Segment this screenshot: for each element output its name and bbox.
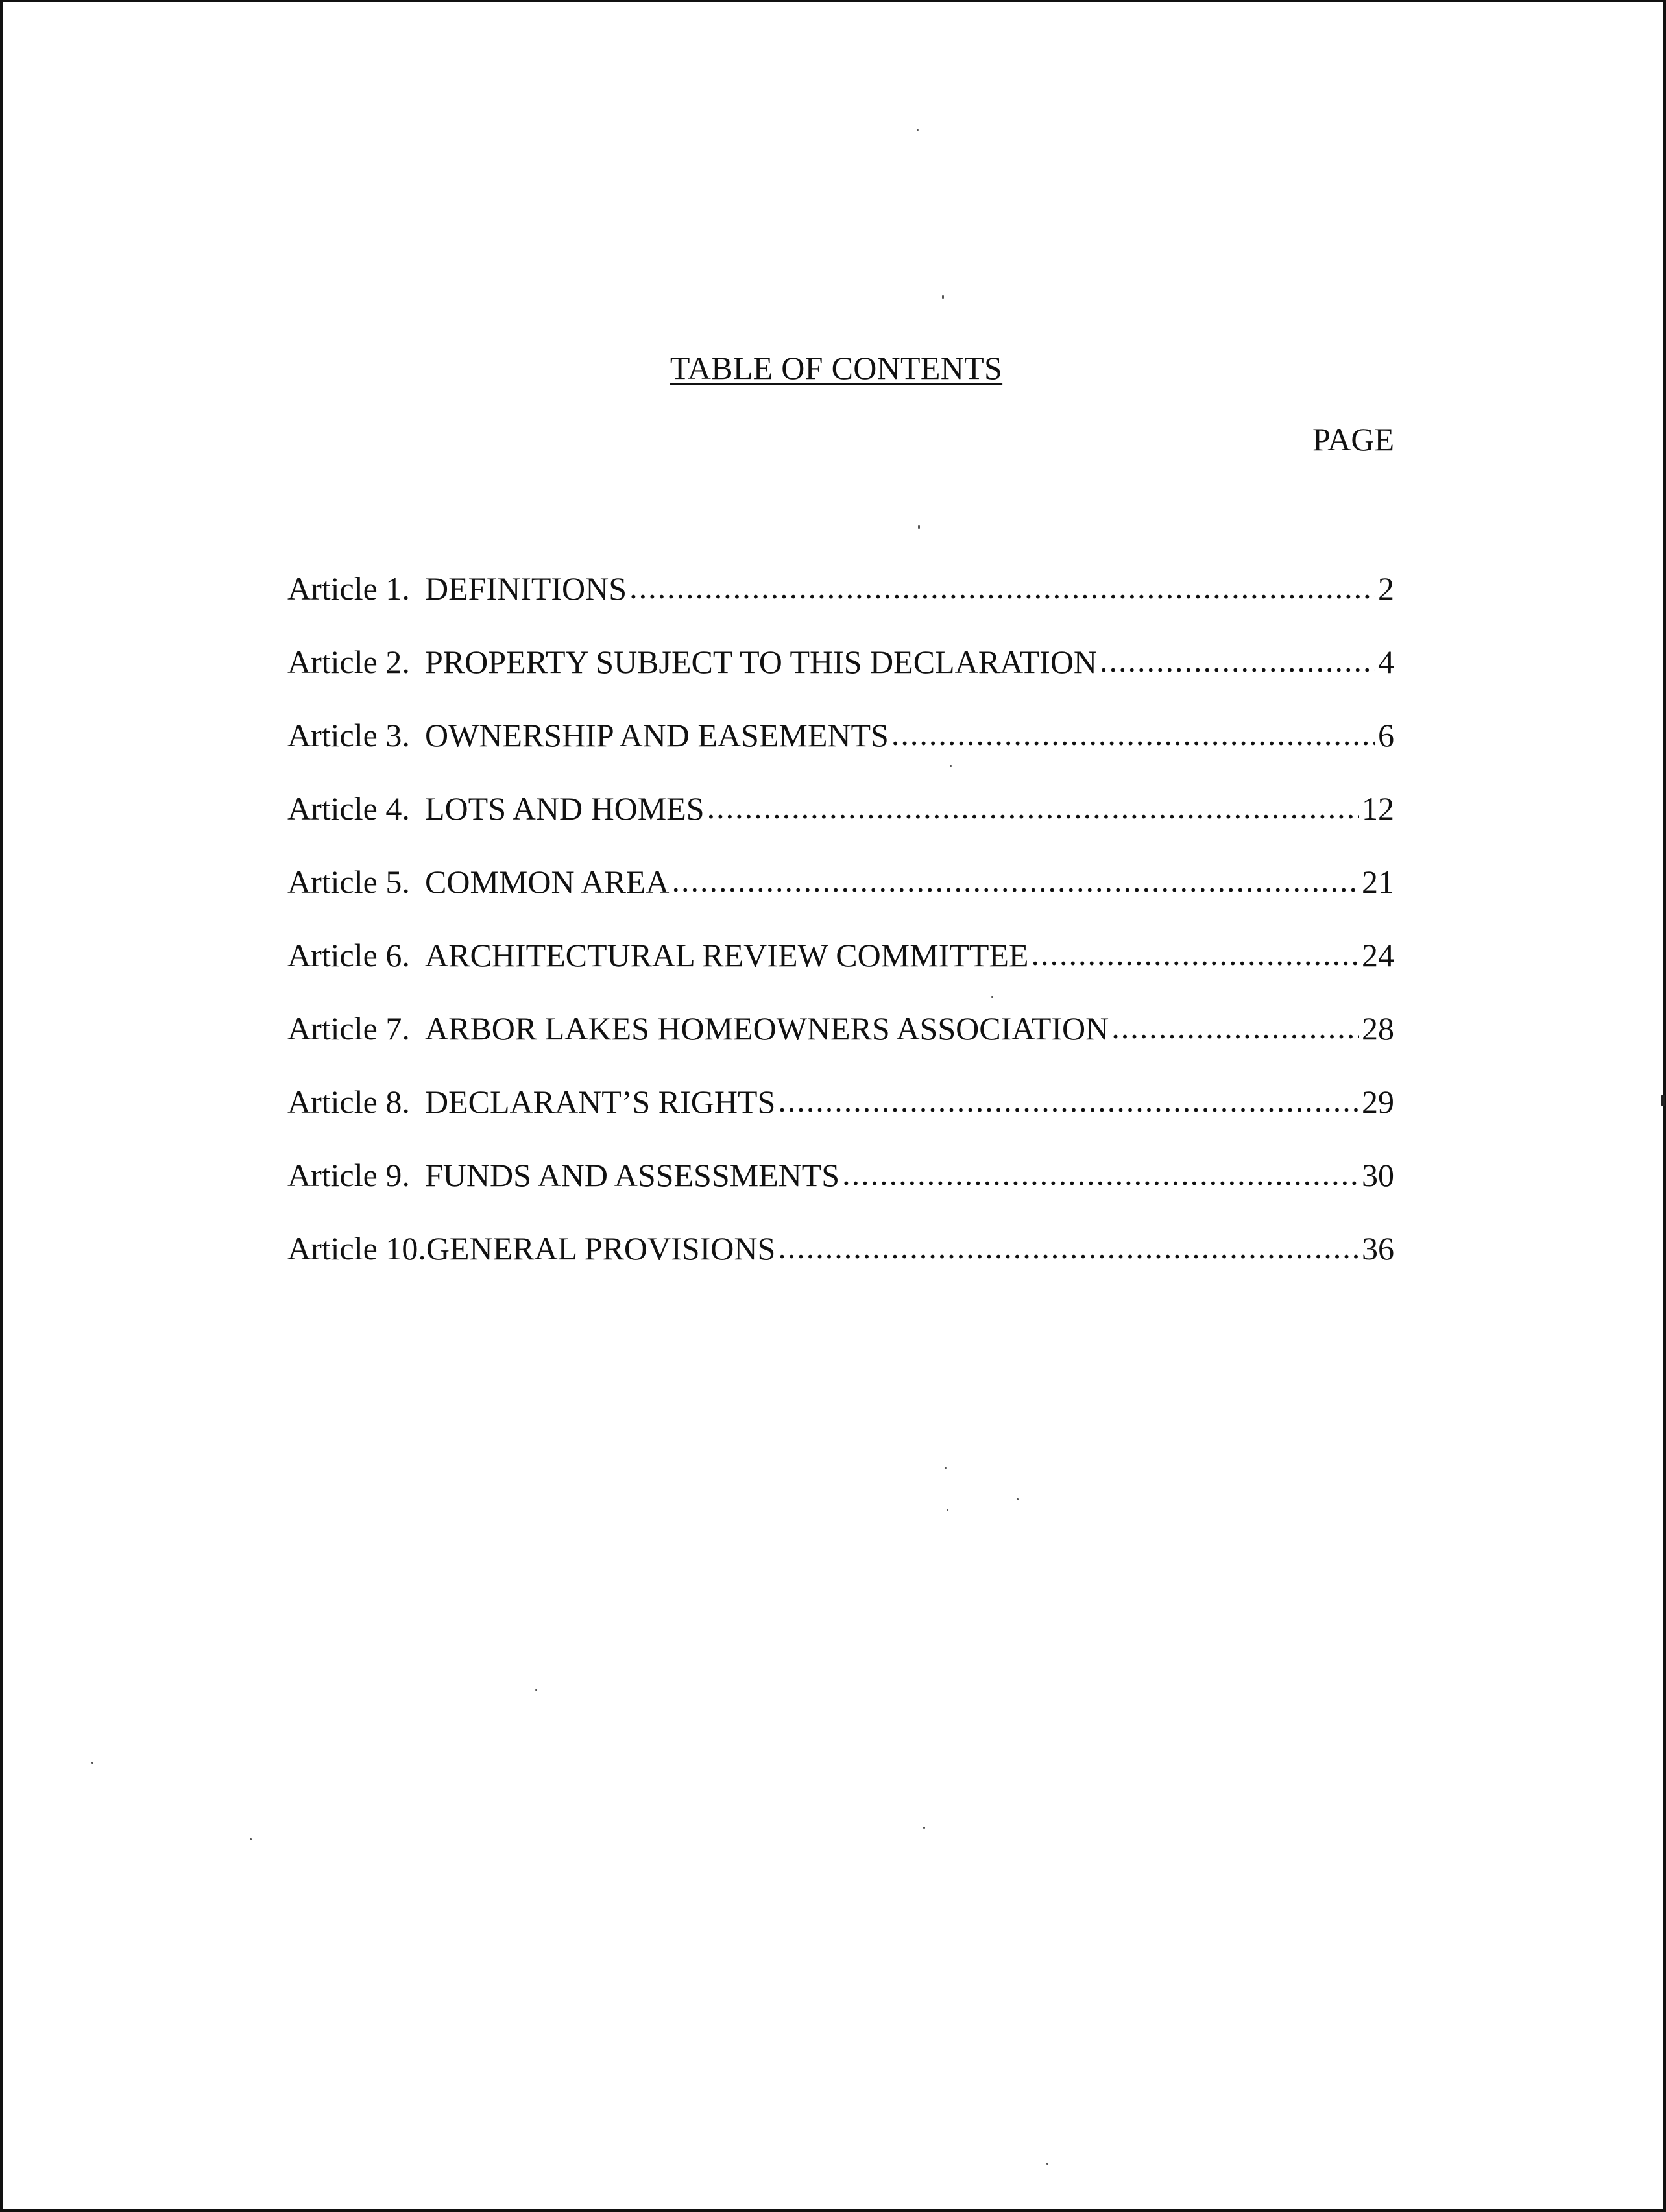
toc-dot-leader <box>1100 637 1375 684</box>
scan-speck <box>1046 2163 1048 2165</box>
toc-list <box>287 565 1394 1298</box>
toc-entry-title: LOTS AND HOMES <box>425 790 705 827</box>
toc-dot-leader <box>891 711 1375 757</box>
toc-entry-number: Article 1. <box>287 570 410 607</box>
toc-entry-page: 30 <box>1362 1157 1394 1193</box>
toc-dot-leader <box>707 784 1359 831</box>
toc-entry <box>287 1005 1394 1078</box>
toc-dot-leader <box>1111 1004 1359 1051</box>
toc-entry <box>287 1078 1394 1152</box>
toc-entry-page: 24 <box>1362 937 1394 973</box>
toc-entry-title: DECLARANT’S RIGHTS <box>425 1084 776 1120</box>
toc-entry-title: ARCHITECTURAL REVIEW COMMITTEE <box>425 937 1029 973</box>
toc-entry-number: Article 2. <box>287 644 410 680</box>
toc-entry <box>287 1225 1394 1298</box>
toc-entry-title: FUNDS AND ASSESSMENTS <box>425 1157 840 1193</box>
toc-dot-leader <box>671 857 1359 904</box>
toc-entry <box>287 638 1394 712</box>
scan-edge-mark <box>1661 1095 1665 1106</box>
scan-speck <box>942 295 944 299</box>
toc-entry-title: PROPERTY SUBJECT TO THIS DECLARATION <box>425 644 1098 680</box>
page-column-header: PAGE <box>1312 421 1394 457</box>
toc-entry-page: 28 <box>1362 1010 1394 1047</box>
toc-entry-number: Article 10. <box>287 1230 426 1267</box>
toc-entry-number: Article 9. <box>287 1157 410 1193</box>
toc-entry-number: Article 4. <box>287 790 410 827</box>
scan-speck <box>918 525 920 529</box>
toc-entry-page: 36 <box>1362 1230 1394 1267</box>
scan-speck <box>923 1827 925 1829</box>
toc-entry-page: 2 <box>1378 570 1394 607</box>
scan-speck <box>917 129 919 131</box>
toc-entry-page: 4 <box>1378 644 1394 680</box>
toc-entry-title: DEFINITIONS <box>425 570 627 607</box>
toc-dot-leader <box>842 1150 1359 1197</box>
scan-speck <box>991 996 993 998</box>
toc-entry-number: Article 7. <box>287 1010 410 1047</box>
scan-speck <box>250 1838 252 1840</box>
toc-entry-number: Article 5. <box>287 864 410 900</box>
scan-speck <box>950 765 952 767</box>
scan-speck <box>91 1762 93 1764</box>
toc-entry-page: 6 <box>1378 717 1394 753</box>
scan-speck <box>945 1467 947 1469</box>
scan-speck <box>947 1509 948 1511</box>
toc-entry-title: GENERAL PROVISIONS <box>426 1230 776 1267</box>
toc-entry <box>287 712 1394 785</box>
toc-entry-number: Article 6. <box>287 937 410 973</box>
toc-title: TABLE OF CONTENTS <box>670 350 1003 386</box>
toc-entry-title: COMMON AREA <box>425 864 670 900</box>
scan-speck <box>1017 1498 1019 1500</box>
toc-entry <box>287 932 1394 1005</box>
toc-entry-number: Article 3. <box>287 717 410 753</box>
toc-entry-page: 21 <box>1362 864 1394 900</box>
toc-entry <box>287 565 1394 638</box>
toc-entry-page: 29 <box>1362 1084 1394 1120</box>
toc-dot-leader <box>1031 930 1359 977</box>
toc-entry <box>287 858 1394 932</box>
toc-dot-leader <box>629 564 1375 611</box>
scan-speck <box>535 1689 537 1691</box>
toc-dot-leader <box>778 1077 1359 1124</box>
toc-entry-title: ARBOR LAKES HOMEOWNERS ASSOCIATION <box>425 1010 1109 1047</box>
toc-dot-leader <box>778 1224 1359 1270</box>
toc-entry-title: OWNERSHIP AND EASEMENTS <box>425 717 889 753</box>
toc-entry-page: 12 <box>1362 790 1394 827</box>
toc-entry-number: Article 8. <box>287 1084 410 1120</box>
toc-entry <box>287 785 1394 858</box>
toc-entry <box>287 1152 1394 1225</box>
